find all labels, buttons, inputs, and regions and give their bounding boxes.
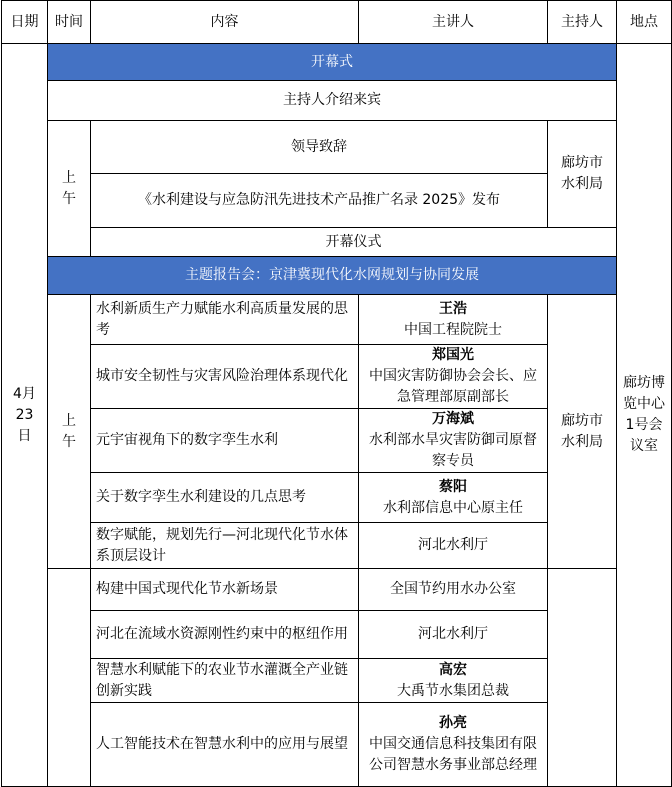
header-row xyxy=(2,1,672,44)
afternoon-period xyxy=(48,569,91,787)
speaker-name: 高宏 xyxy=(439,661,467,678)
talk-topic: 构建中国式现代化节水新场景 xyxy=(91,569,359,611)
header-date: 日期 xyxy=(2,1,48,44)
forum-period: 上午 xyxy=(48,295,91,569)
talk-speaker xyxy=(359,345,548,409)
speaker-name: 孙亮 xyxy=(439,715,467,731)
table-row xyxy=(2,295,672,345)
header-venue: 地点 xyxy=(617,1,672,44)
talk-speaker: 全国节约用水办公室 xyxy=(359,569,548,611)
opening-host: 廊坊市水利局 xyxy=(548,121,617,228)
date-cell: 4月23日 xyxy=(2,44,48,787)
talk-speaker xyxy=(359,703,548,787)
schedule-table xyxy=(1,0,672,787)
opening-item: 《水利建设与应急防汛先进技术产品推广名录 2025》发布 xyxy=(91,174,548,228)
opening-title: 开幕式 xyxy=(48,44,617,81)
talk-topic: 关于数字孪生水利建设的几点思考 xyxy=(91,473,359,523)
speaker-name: 王浩 xyxy=(439,300,467,317)
speaker-name: 郑国光 xyxy=(432,347,474,363)
opening-item: 领导致辞 xyxy=(91,121,548,174)
talk-topic: 数字赋能，规划先行—河北现代化节水体系顶层设计 xyxy=(91,523,359,569)
speaker-role: 中国灾害防御协会会长、应急管理部原副部长 xyxy=(369,368,537,405)
talk-topic: 河北在流域水资源刚性约束中的枢纽作用 xyxy=(91,611,359,659)
header-speaker: 主讲人 xyxy=(359,1,548,44)
speaker-role: 大禹节水集团总裁 xyxy=(397,682,509,699)
speaker-role: 中国交通信息科技集团有限公司智慧水务事业部总经理 xyxy=(369,736,537,773)
header-time: 时间 xyxy=(48,1,91,44)
talk-topic: 人工智能技术在智慧水利中的应用与展望 xyxy=(91,703,359,787)
opening-intro-row xyxy=(2,81,672,121)
forum-title: 主题报告会：京津冀现代化水网规划与协同发展 xyxy=(48,257,617,295)
talk-topic: 智慧水利赋能下的农业节水灌溉全产业链创新实践 xyxy=(91,659,359,703)
forum-band xyxy=(2,257,672,295)
opening-item-row xyxy=(2,121,672,174)
talk-topic: 水利新质生产力赋能水利高质量发展的思考 xyxy=(91,295,359,345)
talk-speaker xyxy=(359,409,548,473)
talk-speaker xyxy=(359,659,548,703)
speaker-role: 水利部信息中心原主任 xyxy=(383,499,523,516)
opening-item-row xyxy=(2,228,672,257)
speaker-role: 水利部水旱灾害防御司原督察专员 xyxy=(369,432,537,469)
talk-speaker: 河北水利厅 xyxy=(359,611,548,659)
forum-host: 廊坊市水利局 xyxy=(548,295,617,569)
afternoon-host xyxy=(548,569,617,787)
venue-cell: 廊坊博览中心1号会议室 xyxy=(617,44,672,787)
opening-item: 开幕仪式 xyxy=(91,228,617,257)
speaker-role: 中国工程院院士 xyxy=(404,321,502,338)
talk-speaker xyxy=(359,295,548,345)
talk-topic: 城市安全韧性与灾害风险治理体系现代化 xyxy=(91,345,359,409)
talk-speaker: 河北水利厅 xyxy=(359,523,548,569)
talk-speaker xyxy=(359,473,548,523)
table-row xyxy=(2,569,672,611)
talk-topic: 元宇宙视角下的数字孪生水利 xyxy=(91,409,359,473)
opening-period: 上午 xyxy=(48,121,91,257)
speaker-name: 蔡阳 xyxy=(439,478,467,495)
header-content: 内容 xyxy=(91,1,359,44)
opening-band xyxy=(2,44,672,81)
speaker-name: 万海斌 xyxy=(432,411,474,427)
header-host: 主持人 xyxy=(548,1,617,44)
opening-intro: 主持人介绍来宾 xyxy=(48,81,617,121)
